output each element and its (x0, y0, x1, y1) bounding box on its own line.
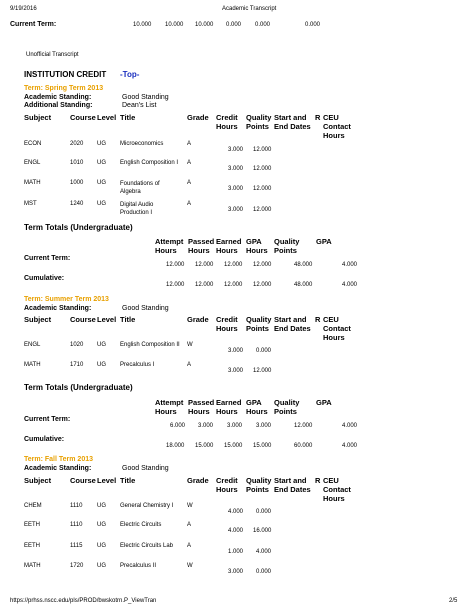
total-value: 12.000 (195, 262, 214, 268)
col-ceu: CEU Contact Hours (323, 113, 351, 140)
cell-course: 1000 (70, 180, 84, 186)
col-r: R (315, 476, 321, 485)
cell-points: 12.000 (253, 186, 272, 192)
total-value: 4.000 (342, 443, 358, 449)
cell-level: UG (97, 543, 106, 549)
cell-points: 12.000 (253, 147, 272, 153)
col-level: Level (97, 113, 117, 122)
cell-points: 12.000 (253, 166, 272, 172)
total-value: 12.000 (166, 282, 185, 288)
total-value: 15.000 (195, 443, 214, 449)
total-value: 48.000 (294, 282, 313, 288)
cell-subject: MATH (24, 180, 41, 186)
total-value: 12.000 (253, 282, 272, 288)
col-quality-points: Quality Points (274, 237, 300, 255)
cell-title: Electric Circuits Lab (120, 543, 174, 549)
total-value: 12.000 (195, 282, 214, 288)
total-value: 60.000 (294, 443, 313, 449)
top-link[interactable]: -Top- (120, 70, 140, 79)
cell-subject: MATH (24, 362, 41, 368)
top-row-value: 0.000 (226, 22, 242, 28)
col-start-end: Start and End Dates (274, 476, 311, 494)
cell-grade: A (187, 362, 192, 368)
additional-standing-value: Dean's List (122, 102, 157, 109)
col-quality-points: Quality Points (246, 315, 272, 333)
top-row-value: 10.000 (165, 22, 184, 28)
cell-subject: ENGL (24, 342, 41, 348)
total-value: 12.000 (294, 423, 313, 429)
col-grade: Grade (187, 315, 209, 324)
cell-points: 4.000 (256, 549, 272, 555)
cell-title: Precalculus I (120, 362, 155, 368)
cumulative-label: Cumulative: (24, 275, 65, 282)
col-credit-hours: Credit Hours (216, 315, 238, 333)
col-quality-points: Quality Points (246, 476, 272, 494)
cell-grade: A (187, 201, 192, 207)
cell-level: UG (97, 522, 106, 528)
cell-level: UG (97, 563, 106, 569)
standing-value: Good Standing (122, 305, 169, 312)
total-value: 48.000 (294, 262, 313, 268)
col-r: R (315, 315, 321, 324)
total-value: 15.000 (253, 443, 272, 449)
print-title: Academic Transcript (222, 6, 277, 12)
col-gpa: GPA (316, 398, 332, 407)
col-level: Level (97, 315, 117, 324)
total-value: 3.000 (198, 423, 214, 429)
cell-course: 1110 (70, 503, 83, 509)
cell-grade: A (187, 543, 192, 549)
footer-url[interactable]: https://prhss.nscc.edu/pls/PROD/bwskotrn.P_ViewTran (10, 598, 157, 604)
cell-points: 12.000 (253, 368, 272, 374)
cell-level: UG (97, 180, 106, 186)
cell-level: UG (97, 503, 106, 509)
total-value: 3.000 (256, 423, 272, 429)
cell-credit: 1.000 (228, 549, 244, 555)
cell-title: English Composition I (120, 160, 179, 166)
total-value: 12.000 (224, 282, 243, 288)
cell-title: Electric Circuits (120, 522, 162, 528)
col-quality-points: Quality Points (274, 398, 300, 416)
col-gpa-hours: GPA Hours (246, 398, 268, 416)
term-title: Term: Summer Term 2013 (24, 296, 109, 303)
col-subject: Subject (24, 476, 52, 485)
cell-subject: MST (24, 201, 37, 207)
cell-title: English Composition II (120, 342, 180, 348)
cell-credit: 3.000 (228, 207, 244, 213)
total-value: 4.000 (342, 423, 358, 429)
col-quality-points: Quality Points (246, 113, 272, 131)
col-ceu: CEU Contact Hours (323, 476, 351, 503)
col-attempt-hours: Attempt Hours (155, 237, 184, 255)
col-grade: Grade (187, 476, 209, 485)
cell-grade: W (187, 342, 193, 348)
cell-title: Digital Audio Production I (120, 202, 154, 216)
cell-points: 0.000 (256, 509, 272, 515)
col-attempt-hours: Attempt Hours (155, 398, 184, 416)
col-subject: Subject (24, 315, 52, 324)
cell-course: 1110 (70, 522, 83, 528)
cell-level: UG (97, 342, 106, 348)
cumulative-label: Cumulative: (24, 436, 65, 443)
standing-label: Academic Standing: (24, 94, 92, 101)
total-value: 6.000 (170, 423, 186, 429)
col-start-end: Start and End Dates (274, 315, 311, 333)
col-earned-hours: Earned Hours (216, 237, 242, 255)
col-gpa: GPA (316, 237, 332, 246)
col-passed-hours: Passed Hours (188, 398, 215, 416)
top-row-label: Current Term: (10, 21, 57, 28)
cell-grade: A (187, 141, 192, 147)
col-subject: Subject (24, 113, 52, 122)
top-row-value: 0.000 (305, 22, 321, 28)
cell-course: 1115 (70, 543, 83, 549)
cell-title: General Chemistry I (120, 503, 174, 509)
print-date: 9/19/2016 (10, 6, 37, 12)
cell-points: 0.000 (256, 348, 272, 354)
total-value: 3.000 (227, 423, 243, 429)
page-number: 2/5 (449, 598, 458, 604)
col-start-end: Start and End Dates (274, 113, 311, 131)
cell-subject: EETH (24, 522, 41, 528)
term-title: Term: Fall Term 2013 (24, 456, 93, 463)
col-course: Course (70, 315, 96, 324)
cell-grade: W (187, 563, 193, 569)
cell-subject: MATH (24, 563, 41, 569)
unofficial-label: Unofficial Transcript (26, 52, 79, 58)
col-grade: Grade (187, 113, 209, 122)
cell-grade: A (187, 180, 192, 186)
cell-subject: EETH (24, 543, 41, 549)
top-row-value: 10.000 (195, 22, 214, 28)
total-value: 12.000 (166, 262, 185, 268)
cell-title: Foundations of Algebra (120, 181, 160, 195)
cell-subject: ENGL (24, 160, 41, 166)
col-title: Title (120, 315, 136, 324)
cell-level: UG (97, 160, 106, 166)
cell-level: UG (97, 141, 106, 147)
col-title: Title (120, 113, 136, 122)
col-credit-hours: Credit Hours (216, 476, 238, 494)
cell-credit: 3.000 (228, 166, 244, 172)
cell-course: 1720 (70, 563, 84, 569)
cell-points: 12.000 (253, 207, 272, 213)
term-totals-title: Term Totals (Undergraduate) (24, 223, 133, 232)
standing-value: Good Standing (122, 94, 169, 101)
term-title: Term: Spring Term 2013 (24, 85, 104, 92)
col-ceu: CEU Contact Hours (323, 315, 351, 342)
cell-course: 1020 (70, 342, 84, 348)
additional-standing-label: Additional Standing: (24, 102, 93, 109)
total-value: 12.000 (253, 262, 272, 268)
cell-grade: W (187, 503, 193, 509)
top-row-value: 10.000 (133, 22, 152, 28)
cell-credit: 3.000 (228, 368, 244, 374)
cell-title: Precalculus II (120, 563, 157, 569)
institution-credit-title: INSTITUTION CREDIT (24, 70, 107, 79)
standing-label: Academic Standing: (24, 465, 92, 472)
top-row-value: 0.000 (255, 22, 271, 28)
cell-points: 16.000 (253, 528, 272, 534)
cell-course: 1710 (70, 362, 84, 368)
cell-credit: 4.000 (228, 528, 244, 534)
cell-credit: 3.000 (228, 348, 244, 354)
current-term-label: Current Term: (24, 255, 71, 262)
col-course: Course (70, 476, 96, 485)
cell-level: UG (97, 201, 106, 207)
total-value: 15.000 (224, 443, 243, 449)
cell-level: UG (97, 362, 106, 368)
col-course: Course (70, 113, 96, 122)
cell-credit: 3.000 (228, 569, 244, 575)
col-r: R (315, 113, 321, 122)
cell-course: 1010 (70, 160, 84, 166)
cell-credit: 3.000 (228, 186, 244, 192)
cell-grade: A (187, 160, 192, 166)
cell-credit: 4.000 (228, 509, 244, 515)
cell-credit: 3.000 (228, 147, 244, 153)
total-value: 4.000 (342, 282, 358, 288)
cell-course: 1240 (70, 201, 84, 207)
standing-value: Good Standing (122, 465, 169, 472)
cell-points: 0.000 (256, 569, 272, 575)
col-title: Title (120, 476, 136, 485)
total-value: 18.000 (166, 443, 185, 449)
cell-subject: ECON (24, 141, 42, 147)
total-value: 12.000 (224, 262, 243, 268)
current-term-label: Current Term: (24, 416, 71, 423)
col-passed-hours: Passed Hours (188, 237, 215, 255)
cell-title: Microeconomics (120, 141, 164, 147)
cell-grade: A (187, 522, 192, 528)
cell-subject: CHEM (24, 503, 42, 509)
term-totals-title: Term Totals (Undergraduate) (24, 383, 133, 392)
cell-course: 2020 (70, 141, 84, 147)
col-earned-hours: Earned Hours (216, 398, 242, 416)
col-credit-hours: Credit Hours (216, 113, 238, 131)
total-value: 4.000 (342, 262, 358, 268)
standing-label: Academic Standing: (24, 305, 92, 312)
col-gpa-hours: GPA Hours (246, 237, 268, 255)
col-level: Level (97, 476, 117, 485)
